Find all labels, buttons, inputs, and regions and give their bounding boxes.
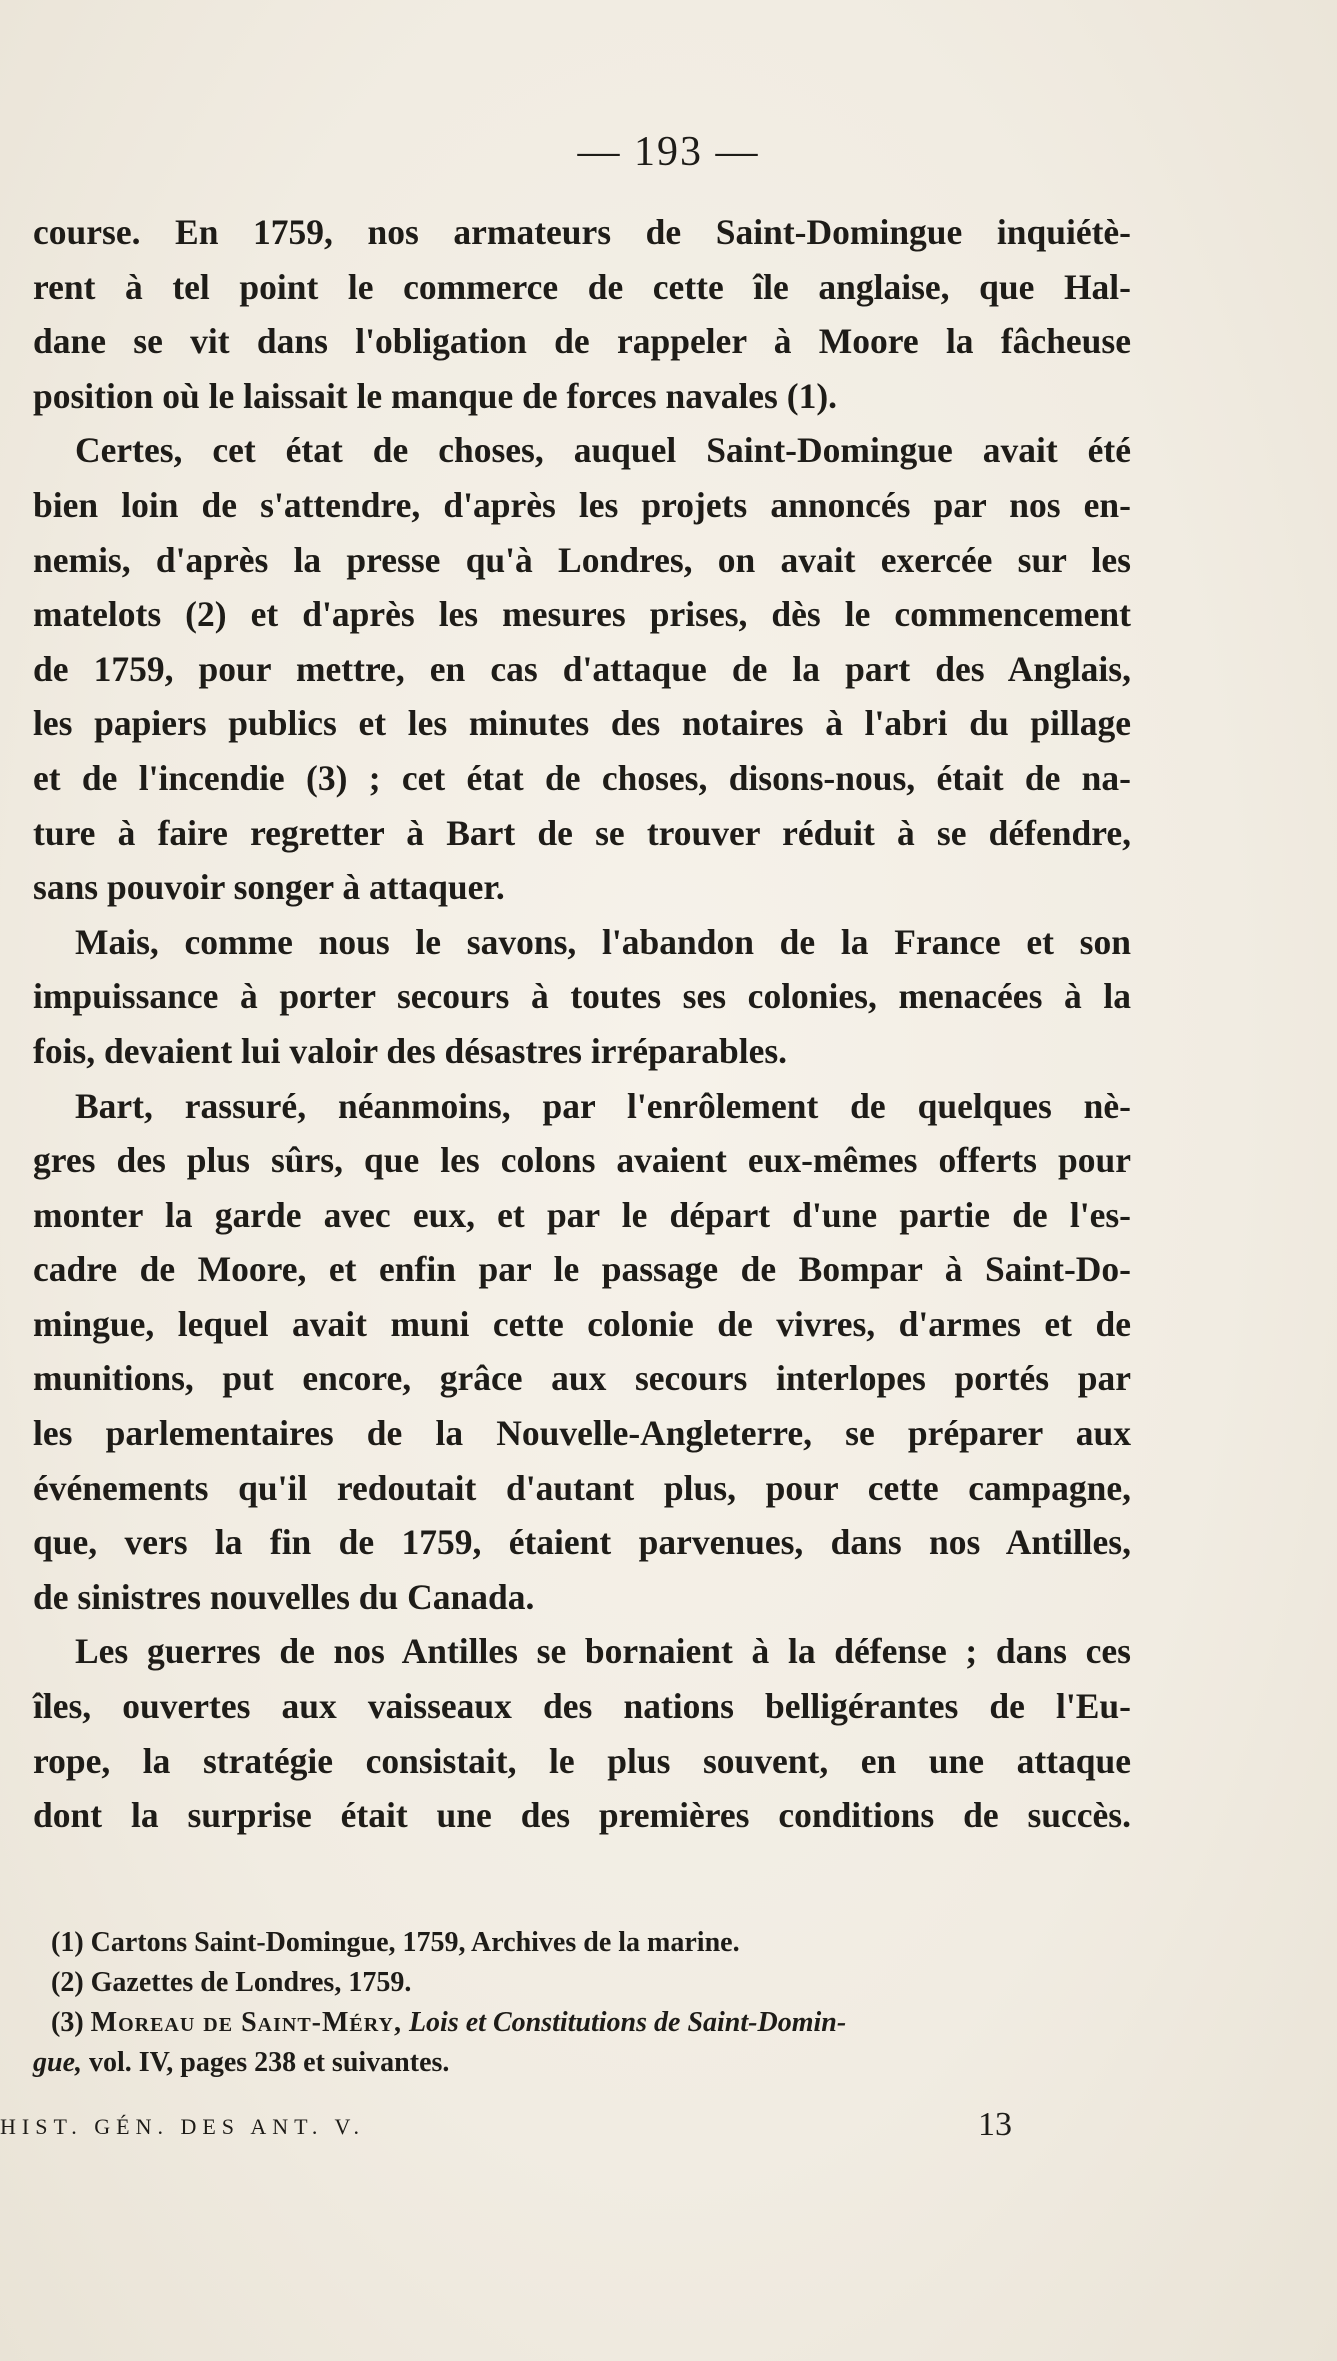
footnote-3-number: (3) [51, 2007, 84, 2038]
text-line: fois, devaient lui valoir des désastres irréparables. [33, 1030, 788, 1071]
text-line: dane se vit dans l'obligation de rappeler à Moore la fâcheuse [33, 321, 1131, 362]
signature-mark: HIST. GÉN. DES ANT. V. [0, 2114, 366, 2139]
text-line: course. En 1759, nos armateurs de Saint-Domingue inquiétè- [33, 212, 1131, 252]
footnote-3-rest: vol. IV, pages 238 et suivantes. [89, 2047, 450, 2078]
footnote-3-title-cont: gue, [33, 2047, 82, 2078]
text-line: bien loin de s'attendre, d'après les projets annoncés par nos en- [33, 484, 1131, 525]
text-line: position où le laissait le manque de forces navales (1). [33, 375, 838, 416]
footnote-1: (1) Cartons Saint-Domingue, 1759, Archives de la marine. [51, 1927, 740, 1958]
text-line: de sinistres nouvelles du Canada. [33, 1576, 535, 1617]
text-line: Les guerres de nos Antilles se bornaient à la défense ; dans ces [75, 1631, 1131, 1672]
text-line: matelots (2) et d'après les mesures prises, dès le commencement [33, 594, 1131, 635]
text-line: événements qu'il redoutait d'autant plus, pour cette campagne, [33, 1467, 1131, 1508]
page-number: — 193 — [577, 129, 760, 175]
footnotes [33, 1923, 1131, 2083]
text-line: gres des plus sûrs, que les colons avaient eux-mêmes offerts pour [33, 1140, 1131, 1181]
text-line: les papiers publics et les minutes des notaires à l'abri du pillage [33, 703, 1131, 744]
text-line: impuissance à porter secours à toutes ses colonies, menacées à la [33, 976, 1131, 1017]
text-line: nemis, d'après la presse qu'à Londres, on avait exercée sur les [33, 539, 1131, 580]
text-line: cadre de Moore, et enfin par le passage de Bompar à Saint-Do- [33, 1249, 1131, 1290]
text-line: Certes, cet état de choses, auquel Saint-Domingue avait été [75, 430, 1131, 471]
footnote-3-continued [33, 2043, 1131, 2083]
text-line: que, vers la fin de 1759, étaient parvenues, dans nos Antilles, [33, 1522, 1131, 1563]
sheet-number: 13 [978, 2106, 1012, 2143]
text-line: de 1759, pour mettre, en cas d'attaque de la part des Anglais, [33, 648, 1131, 689]
text-line: dont la surprise était une des premières conditions de succès. [33, 1795, 1131, 1836]
text-line: Bart, rassuré, néanmoins, par l'enrôlement de quelques nè- [75, 1085, 1131, 1126]
text-line: ture à faire regretter à Bart de se trouver réduit à se défendre, [33, 812, 1131, 853]
text-line: sans pouvoir songer à attaquer. [33, 867, 505, 908]
text-line: monter la garde avec eux, et par le départ d'une partie de l'es- [33, 1194, 1131, 1235]
text-line: Mais, comme nous le savons, l'abandon de la France et son [75, 921, 1131, 962]
text-line: les parlementaires de la Nouvelle-Angleterre, se préparer aux [33, 1413, 1131, 1454]
footnote-3-title: Lois et Constitutions de Saint-Domin- [408, 2007, 847, 2038]
footnote-3 [33, 2003, 1131, 2043]
text-line: et de l'incendie (3) ; cet état de choses, disons-nous, était de na- [33, 757, 1131, 798]
text-line: munitions, put encore, grâce aux secours interlopes portés par [33, 1358, 1131, 1399]
text-line: mingue, lequel avait muni cette colonie de vivres, d'armes et de [33, 1303, 1131, 1344]
footnote-2: (2) Gazettes de Londres, 1759. [51, 1967, 412, 1998]
text-line: rent à tel point le commerce de cette île anglaise, que Hal- [33, 266, 1131, 307]
footnote-3-author: Moreau de Saint-Méry, [90, 2007, 402, 2038]
body-text [33, 205, 1131, 1843]
text-line: rope, la stratégie consistait, le plus souvent, en une attaque [33, 1740, 1131, 1781]
text-line: îles, ouvertes aux vaisseaux des nations belligérantes de l'Eu- [33, 1686, 1131, 1727]
